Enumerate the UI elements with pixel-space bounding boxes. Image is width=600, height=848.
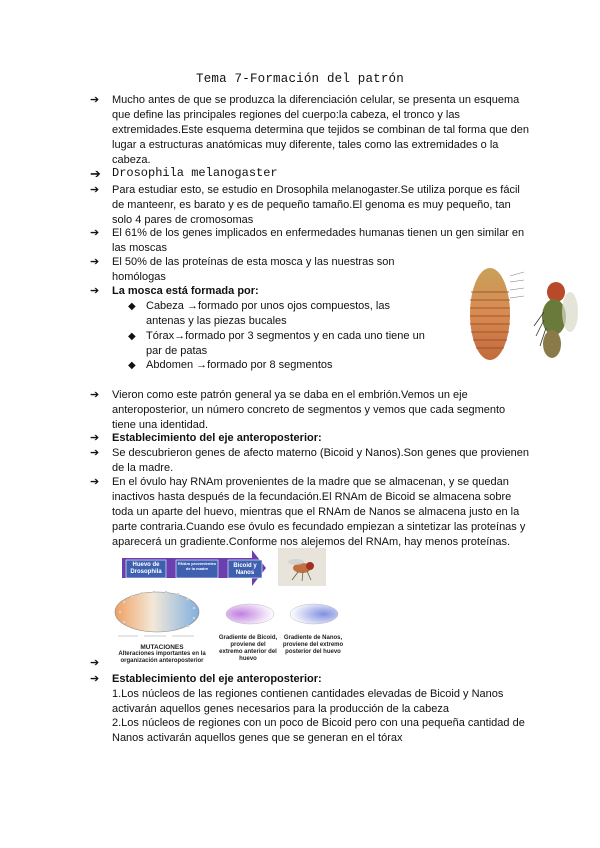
- figure-arrow: [90, 656, 110, 671]
- arrow-bullet-icon: ➔: [90, 227, 100, 239]
- arrow-bullet-icon: ➔: [90, 166, 101, 181]
- arrow-bullet-icon: ➔: [90, 94, 100, 106]
- paragraph-eje-heading: [90, 431, 530, 446]
- paragraph-text: El 61% de los genes implicados en enfermedades humanas tienen un gen similar en las moscas: [112, 227, 525, 254]
- nanos-caption: Gradiente de Nanos, proviene del extremo posterior del huevo: [282, 635, 344, 655]
- list-item-text: Tórax→formado por 3 segmentos y en cada uno tiene un par de patas: [146, 330, 425, 357]
- label-lines: [510, 272, 524, 298]
- paragraph-text: La mosca está formada por:: [112, 285, 259, 297]
- fly-abdomen: [543, 330, 561, 358]
- diamond-bullet-icon: ◆: [128, 360, 136, 371]
- fly-wing: [562, 292, 578, 332]
- nanos-gradient-shape: [290, 604, 338, 624]
- arrow-bullet-icon: ➔: [90, 389, 100, 401]
- paragraph-text: Vieron como este patrón general ya se daba en el embrión.Vemos un eje anteroposterior, un número concreto de segmentos y vemos que cada segmento tiene una identidad.: [112, 389, 506, 431]
- flow-box-rnam-label: RNAm provenientes de la madre: [177, 561, 217, 571]
- paragraph-61: [90, 226, 530, 256]
- page-title: Tema 7-Formación del patrón: [196, 72, 404, 86]
- paragraph-materno: [90, 446, 530, 476]
- list-item-text: Abdomen →formado por 8 segmentos: [146, 359, 333, 371]
- arrow-bullet-icon: ➔: [90, 184, 100, 196]
- paragraph-text: Establecimiento del eje anteroposterior:: [112, 673, 322, 685]
- paragraph-text: Para estudiar esto, se estudio en Drosophila melanogaster.Se utiliza porque es fácil de manteenr, es barato y es de pequeño tamaño.El genoma es muy pequeño, tan solo 4 pares de cromosomas: [112, 184, 520, 226]
- arrow-bullet-icon: ➔: [90, 285, 100, 297]
- flow-box-huevo-label: Huevo de Drosophila: [130, 562, 162, 575]
- list-item: [128, 299, 428, 329]
- list-item-text: Cabeza →formado por unos ojos compuestos, las antenas y las piezas bucales: [146, 300, 390, 327]
- paragraph-text: Mucho antes de que se produzca la diferenciación celular, se presenta un esquema que define las principales regiones del cuerpo:la cabeza, el tronco y las extremidades.Este esquema determina que tejidos se combinan de tal forma que den lugar a estructuras anatómicas muy diferente, tales como las extremidades o la cabeza.: [112, 94, 530, 166]
- arrow-bullet-icon: ➔: [90, 432, 100, 444]
- bicoid-gradient-shape: [226, 604, 274, 624]
- arrow-bullet-icon: ➔: [90, 256, 100, 268]
- embryo-shape: [470, 268, 510, 360]
- egg-gradient-shape: [115, 592, 199, 632]
- paragraph-text: Establecimiento del eje anteroposterior:: [112, 432, 322, 444]
- fly-photo: [278, 548, 326, 586]
- paragraph-text: El 50% de las proteínas de esta mosca y las nuestras son homólogas: [112, 256, 395, 283]
- bicoid-caption: Gradiente de Bicoid, proviene del extremo anterior del huevo: [218, 635, 278, 662]
- paragraph-eje-heading-2: [90, 672, 530, 687]
- mutations-title: MUTACIONES: [140, 644, 184, 651]
- arrow-bullet-icon: ➔: [90, 657, 100, 669]
- paragraph-ovulo: [90, 475, 530, 550]
- paragraph-drosophila: [90, 166, 530, 181]
- arrow-bullet-icon: ➔: [90, 447, 100, 459]
- paragraph-nucleos-1: 1.Los núcleos de las regiones contienen cantidades elevadas de Bicoid y Nanos activarán aquellos genes necesarios para la producción de la cabeza: [112, 688, 504, 715]
- paragraph-intro: [90, 93, 530, 168]
- paragraph-nucleos-2: 2.Los núcleos de regiones con un poco de Bicoid pero con una pequeña cantidad de Nanos activarán aquellos genes que se generan en el tórax: [112, 717, 525, 744]
- flow-box-bicoid-label: Bicoid y Nanos: [233, 563, 257, 576]
- paragraph-estudio: [90, 183, 530, 228]
- list-item: [128, 358, 428, 373]
- diamond-bullet-icon: ◆: [128, 331, 136, 342]
- paragraph-50: [90, 255, 410, 285]
- paragraph-text: Drosophila melanogaster: [112, 166, 278, 180]
- arrow-bullet-icon: ➔: [90, 476, 100, 488]
- paragraph-embrion: [90, 388, 530, 433]
- fly-anatomy-figure: [452, 262, 580, 370]
- fly-head: [547, 282, 565, 302]
- paragraph-mosca: [90, 284, 430, 299]
- list-item: [128, 329, 428, 359]
- paragraph-text: En el óvulo hay RNAm provenientes de la madre que se almacenan, y se quedan inactivos hasta después de la fecundación.El RNAm de Bicoid se almacena sobre toda un aparte del huevo, mientras que el RNAm de Nanos se almacena justo en la parte contraria.Cuando ese óvulo es fecundado empiezan a sintetizar las proteínas y aparecerá un gradiente.Conforme nos alejemos del RNAm, hay menos proteínas.: [112, 476, 526, 548]
- diamond-bullet-icon: ◆: [128, 301, 136, 312]
- paragraph-text: Se descubrieron genes de afecto materno (Bicoid y Nanos).Son genes que provienen de la madre.: [112, 447, 530, 474]
- mutations-subtitle: Alteraciones importantes en la organización anteroposterior: [118, 651, 206, 664]
- arrow-bullet-icon: ➔: [90, 673, 100, 685]
